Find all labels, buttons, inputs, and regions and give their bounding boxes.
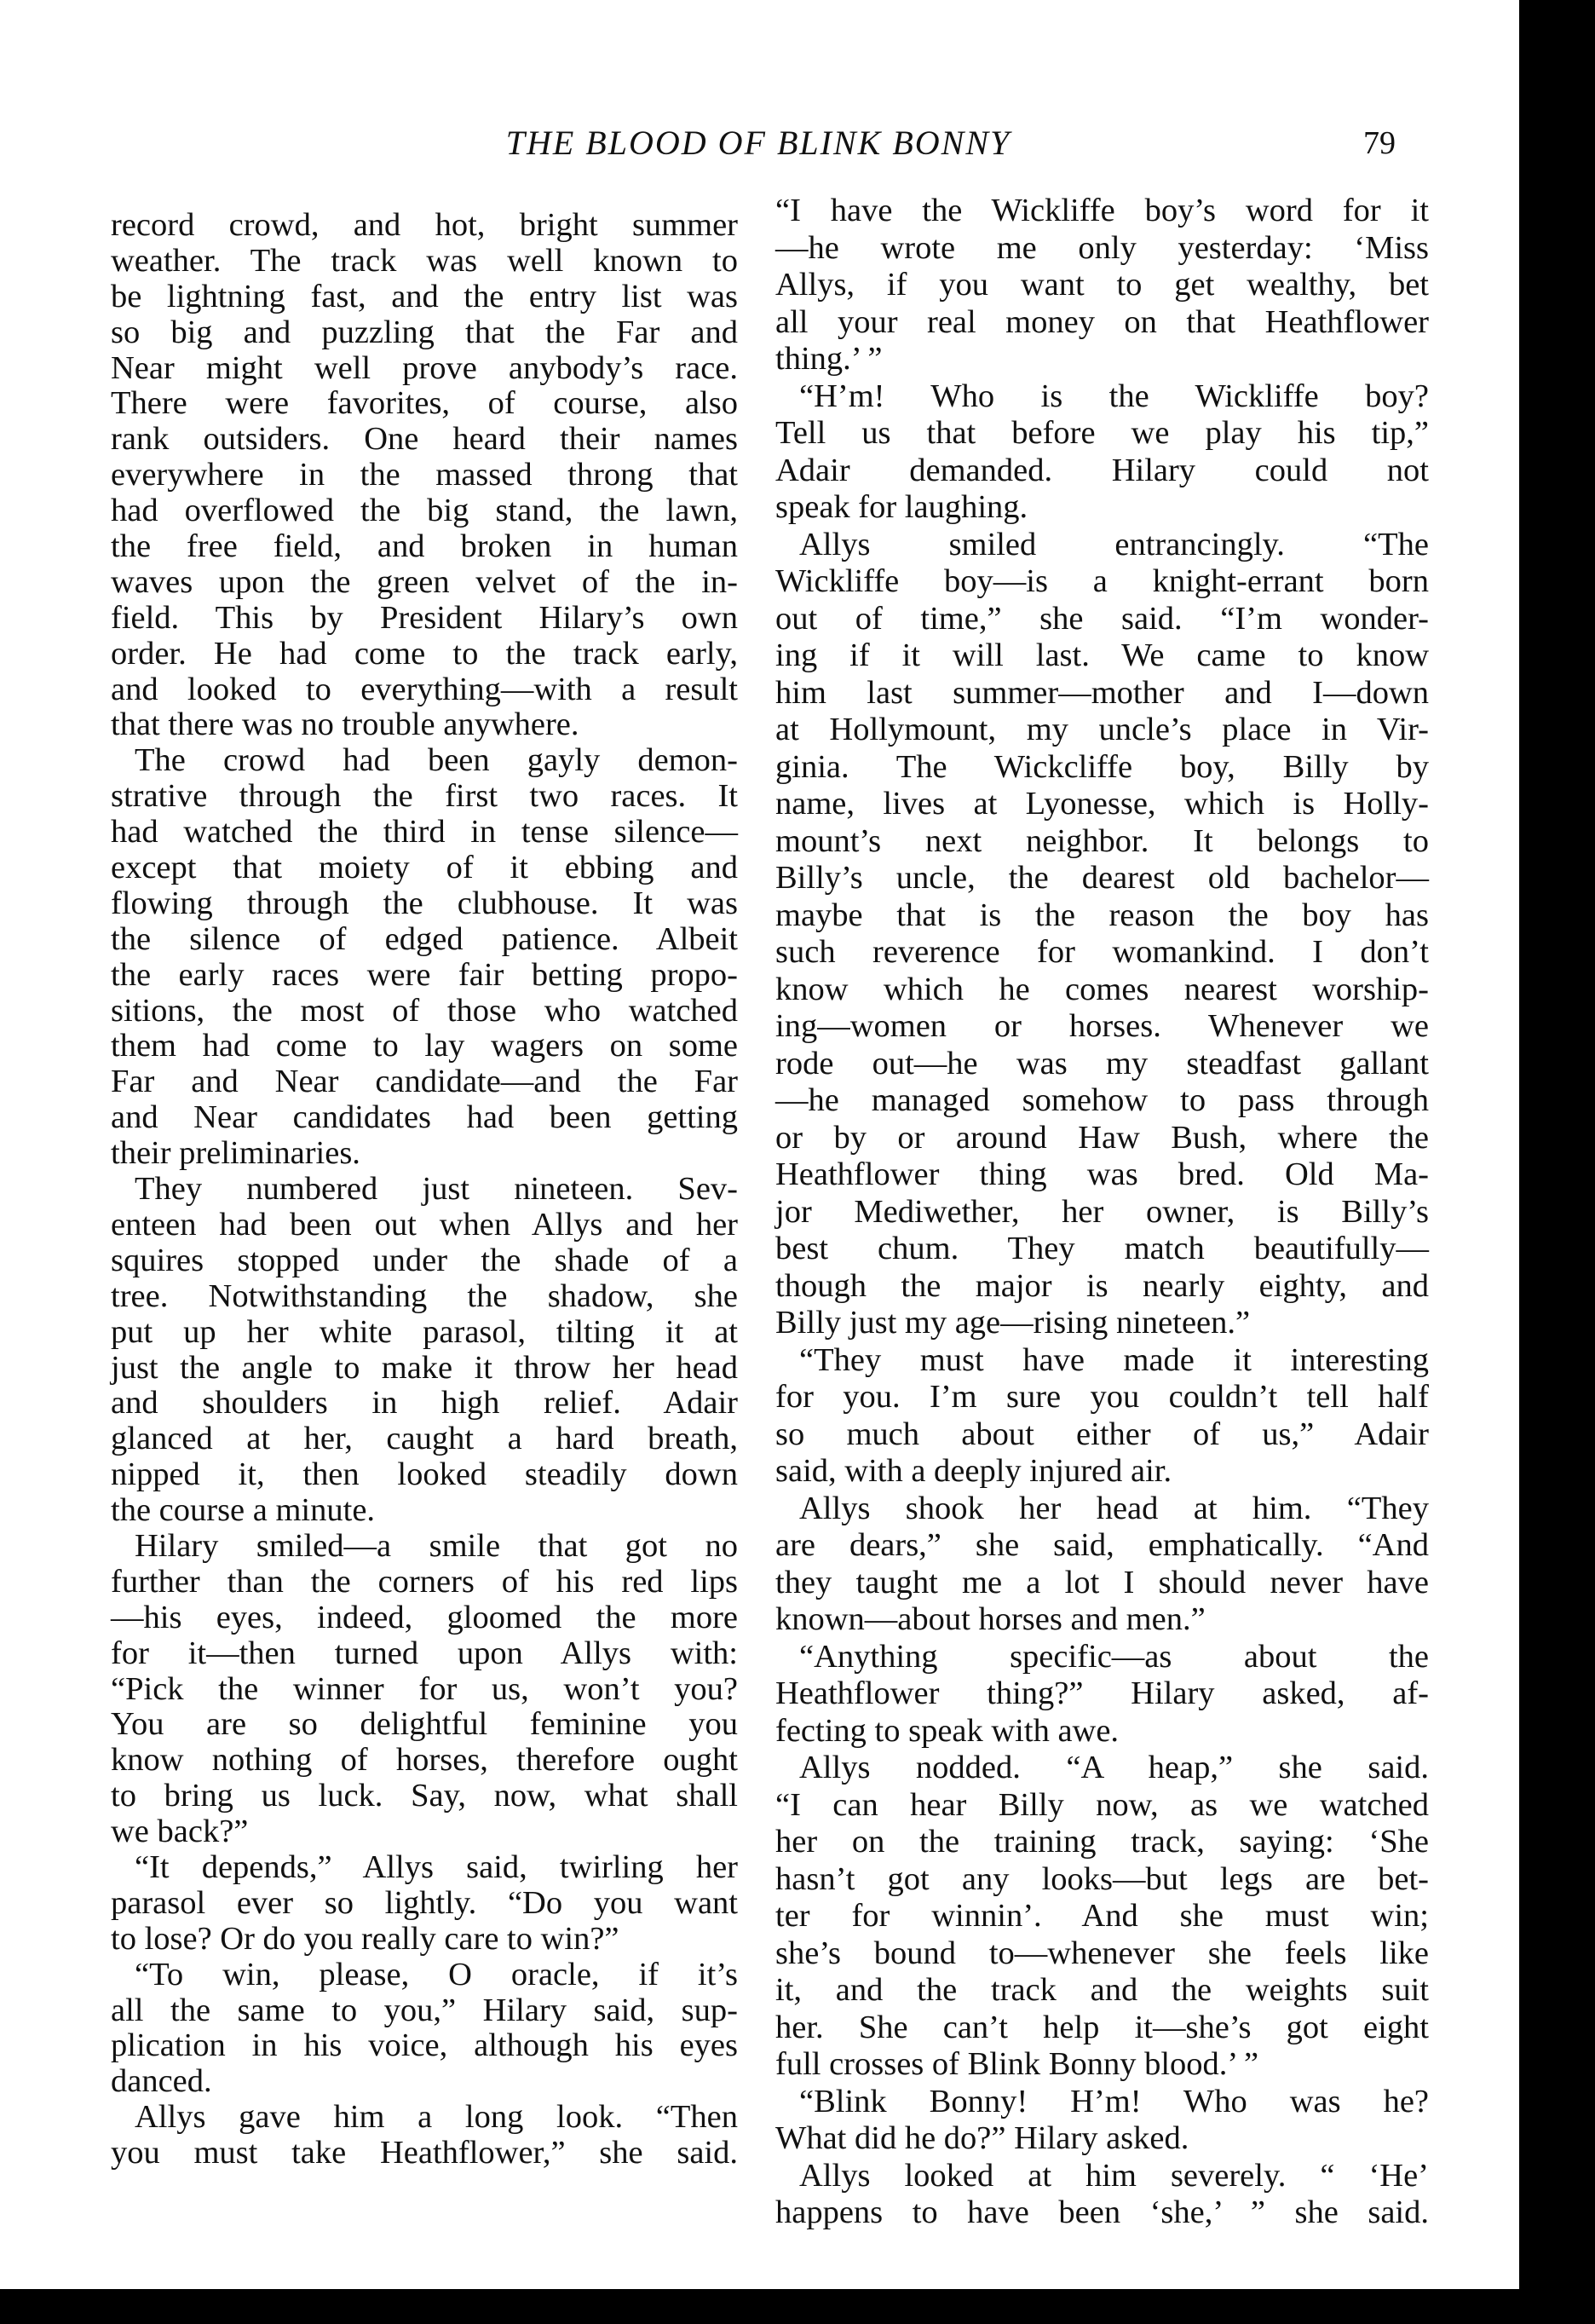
text-line: record crowd, and hot, bright summer xyxy=(111,207,738,243)
text-line: she’s bound to—whenever she feels like xyxy=(775,1935,1429,1971)
text-line: or by or around Haw Bush, where the xyxy=(775,1119,1429,1156)
text-line: had overflowed the big stand, the lawn, xyxy=(111,493,738,529)
text-line: known—about horses and men.” xyxy=(775,1601,1206,1637)
paragraph xyxy=(775,1342,1429,1491)
text-line: Hilary smiled—a smile that got no xyxy=(135,1527,738,1564)
text-line: —his eyes, indeed, gloomed the more xyxy=(111,1599,738,1635)
text-line: Allys gave him a long look. “Then xyxy=(135,2099,738,2136)
text-line: except that moiety of it ebbing and xyxy=(111,850,738,886)
text-line: the early races were fair betting propo- xyxy=(111,956,738,993)
text-line: danced. xyxy=(111,2063,212,2100)
text-line: know nothing of horses, therefore ought xyxy=(111,1742,738,1779)
text-line: to lose? Or do you really care to win?” xyxy=(111,1920,619,1957)
text-line: jor Mediwether, her owner, is Billy’s xyxy=(775,1193,1429,1230)
text-line: at Hollymount, my uncle’s place in Vir- xyxy=(775,712,1429,747)
text-line: Allys nodded. “A heap,” she said. xyxy=(799,1750,1429,1785)
text-line: full crosses of Blink Bonny blood.’ ” xyxy=(775,2046,1259,2082)
text-line: maybe that is the reason the boy has xyxy=(775,897,1429,933)
text-line: it, and the track and the weights suit xyxy=(775,1972,1429,2008)
text-line: for it—then turned upon Allys with: xyxy=(111,1635,738,1671)
text-line: further than the corners of his red lips xyxy=(111,1563,738,1600)
text-line: strative through the first two races. It xyxy=(111,778,738,815)
text-line: “I can hear Billy now, as we watched xyxy=(775,1786,1429,1823)
text-line: though the major is nearly eighty, and xyxy=(775,1267,1429,1304)
paragraph xyxy=(775,193,1429,378)
text-line: the free field, and broken in human xyxy=(111,528,738,565)
text-line: so big and puzzling that the Far and xyxy=(111,314,738,350)
text-line: flowing through the clubhouse. It was xyxy=(111,885,738,921)
paragraph xyxy=(775,2084,1429,2158)
text-line: Wickliffe boy—is a knight-errant born xyxy=(775,563,1429,599)
text-line: glanced at her, caught a hard breath, xyxy=(111,1421,738,1457)
text-line: Billy’s uncle, the dearest old bachelor— xyxy=(775,860,1429,896)
text-line: “I have the Wickliffe boy’s word for it xyxy=(775,193,1429,228)
text-line: “Pick the winner for us, won’t you? xyxy=(111,1670,738,1707)
paragraph xyxy=(111,1958,738,2101)
text-line: know which he comes nearest worship- xyxy=(775,971,1429,1007)
text-line: fecting to speak with awe. xyxy=(775,1712,1120,1749)
text-line: “They must have made it interesting xyxy=(799,1341,1429,1378)
text-line: her on the training track, saying: ‘She xyxy=(775,1824,1429,1860)
text-line: “To win, please, O oracle, if it’s xyxy=(135,1956,738,1992)
paragraph xyxy=(775,378,1429,527)
text-line: Heathflower thing?” Hilary asked, af- xyxy=(775,1675,1429,1711)
paragraph xyxy=(111,1529,738,1850)
text-line: that there was no trouble anywhere. xyxy=(111,706,579,743)
text-line: squires stopped under the shade of a xyxy=(111,1242,738,1278)
text-line: nipped it, then looked steadily down xyxy=(111,1456,738,1493)
paragraph xyxy=(111,2100,738,2171)
text-line: tree. Notwithstanding the shadow, she xyxy=(111,1277,738,1314)
text-line: ing—women or horses. Whenever we xyxy=(775,1008,1429,1044)
text-line: sitions, the most of those who watched xyxy=(111,992,738,1029)
text-line: mount’s next neighbor. It belongs to xyxy=(775,822,1429,859)
text-line: best chum. They match beautifully— xyxy=(775,1231,1429,1266)
paragraph xyxy=(111,743,738,1172)
text-line: be lightning fast, and the entry list was xyxy=(111,278,738,314)
text-line: rank outsiders. One heard their names xyxy=(111,421,738,458)
text-line: and Near candidates had been getting xyxy=(111,1099,738,1136)
text-line: happens to have been ‘she,’ ” she said. xyxy=(775,2194,1429,2230)
text-line: him last summer—mother and I—down xyxy=(775,674,1429,711)
text-line: we back?” xyxy=(111,1814,249,1850)
text-line: field. This by President Hilary’s own xyxy=(111,599,738,636)
text-line: Allys looked at him severely. “ ‘He’ xyxy=(799,2157,1429,2194)
text-line: them had come to lay wagers on some xyxy=(111,1028,738,1064)
text-line: their preliminaries. xyxy=(111,1135,360,1172)
text-line: for you. I’m sure you couldn’t tell half xyxy=(775,1379,1429,1415)
text-line: The crowd had been gayly demon- xyxy=(135,742,738,779)
text-line: “Anything specific—as about the xyxy=(799,1638,1429,1675)
paragraph xyxy=(775,527,1429,1342)
text-line: you must take Heathflower,” she said. xyxy=(111,2135,738,2171)
text-line: just the angle to make it throw her head xyxy=(111,1349,738,1386)
page-number: 79 xyxy=(1363,125,1396,161)
scan-border-right xyxy=(1519,0,1595,2324)
text-line: ginia. The Wickcliffe boy, Billy by xyxy=(775,748,1429,785)
text-line: “H’m! Who is the Wickliffe boy? xyxy=(799,378,1429,414)
text-line: Adair demanded. Hilary could not xyxy=(775,452,1429,488)
text-line: and looked to everything—with a result xyxy=(111,671,738,707)
text-line: they taught me a lot I should never have xyxy=(775,1564,1429,1600)
text-line: speak for laughing. xyxy=(775,489,1028,525)
text-line: Far and Near candidate—and the Far xyxy=(111,1064,738,1100)
text-line: the silence of edged patience. Albeit xyxy=(111,920,738,957)
text-line: Tell us that before we play his tip,” xyxy=(775,415,1429,451)
text-line: to bring us luck. Say, now, what shall xyxy=(111,1778,738,1814)
text-line: such reverence for womankind. I don’t xyxy=(775,934,1429,970)
paragraph xyxy=(111,1172,738,1529)
text-line: thing.’ ” xyxy=(775,341,883,377)
paragraph xyxy=(111,1850,738,1958)
text-line: everywhere in the massed throng that xyxy=(111,457,738,493)
text-line: waves upon the green velvet of the in- xyxy=(111,563,738,600)
text-line: What did he do?” Hilary asked. xyxy=(775,2120,1189,2156)
text-line: Allys shook her head at him. “They xyxy=(799,1490,1429,1526)
paragraph xyxy=(775,2158,1429,2232)
text-line: are dears,” she said, emphatically. “And xyxy=(775,1527,1429,1563)
text-line: her. She can’t help it—she’s got eight xyxy=(775,2009,1429,2045)
text-line: Allys smiled entrancingly. “The xyxy=(799,526,1429,562)
text-line: said, with a deeply injured air. xyxy=(775,1453,1172,1489)
running-title: THE BLOOD OF BLINK BONNY xyxy=(505,124,1011,162)
text-line: You are so delightful feminine you xyxy=(111,1706,738,1743)
text-line: name, lives at Lyonesse, which is Holly- xyxy=(775,786,1429,822)
paragraph xyxy=(111,208,738,743)
text-line: hasn’t got any looks—but legs are bet- xyxy=(775,1860,1429,1897)
text-line: rode out—he was my steadfast gallant xyxy=(775,1045,1429,1081)
text-line: all your real money on that Heathflower xyxy=(775,303,1429,340)
text-line: Allys, if you want to get wealthy, bet xyxy=(775,267,1429,303)
text-line: “Blink Bonny! H’m! Who was he? xyxy=(799,2083,1429,2119)
paragraph xyxy=(775,1750,1429,2084)
text-line: order. He had come to the track early, xyxy=(111,635,738,672)
text-line: weather. The track was well known to xyxy=(111,242,738,279)
text-line: —he wrote me only yesterday: ‘Miss xyxy=(775,229,1429,266)
text-line: enteen had been out when Allys and her xyxy=(111,1206,738,1243)
text-line: plication in his voice, although his eyes xyxy=(111,2027,738,2064)
text-line: out of time,” she said. “I’m wonder- xyxy=(775,600,1429,637)
text-line: and shoulders in high relief. Adair xyxy=(111,1385,738,1422)
text-line: Heathflower thing was bred. Old Ma- xyxy=(775,1156,1429,1192)
text-line: parasol ever so lightly. “Do you want xyxy=(111,1884,738,1921)
text-line: ing if it will last. We came to know xyxy=(775,637,1429,673)
text-column-left xyxy=(111,208,738,2171)
paragraph xyxy=(775,1491,1429,1639)
scan-border-bottom xyxy=(0,2289,1595,2324)
text-line: —he managed somehow to pass through xyxy=(775,1082,1429,1118)
paragraph xyxy=(775,1639,1429,1750)
text-line: had watched the third in tense silence— xyxy=(111,814,738,851)
text-line: the course a minute. xyxy=(111,1492,376,1529)
text-line: Near might well prove anybody’s race. xyxy=(111,349,738,386)
text-line: Billy just my age—rising nineteen.” xyxy=(775,1305,1251,1341)
text-line: They numbered just nineteen. Sev- xyxy=(135,1171,738,1208)
text-line: put up her white parasol, tilting it at xyxy=(111,1313,738,1350)
text-line: There were favorites, of course, also xyxy=(111,385,738,422)
text-line: ter for winnin’. And she must win; xyxy=(775,1898,1429,1934)
text-column-right xyxy=(775,193,1429,2232)
text-line: so much about either of us,” Adair xyxy=(775,1416,1429,1452)
text-line: “It depends,” Allys said, twirling her xyxy=(135,1848,738,1885)
text-line: all the same to you,” Hilary said, sup- xyxy=(111,1992,738,2028)
